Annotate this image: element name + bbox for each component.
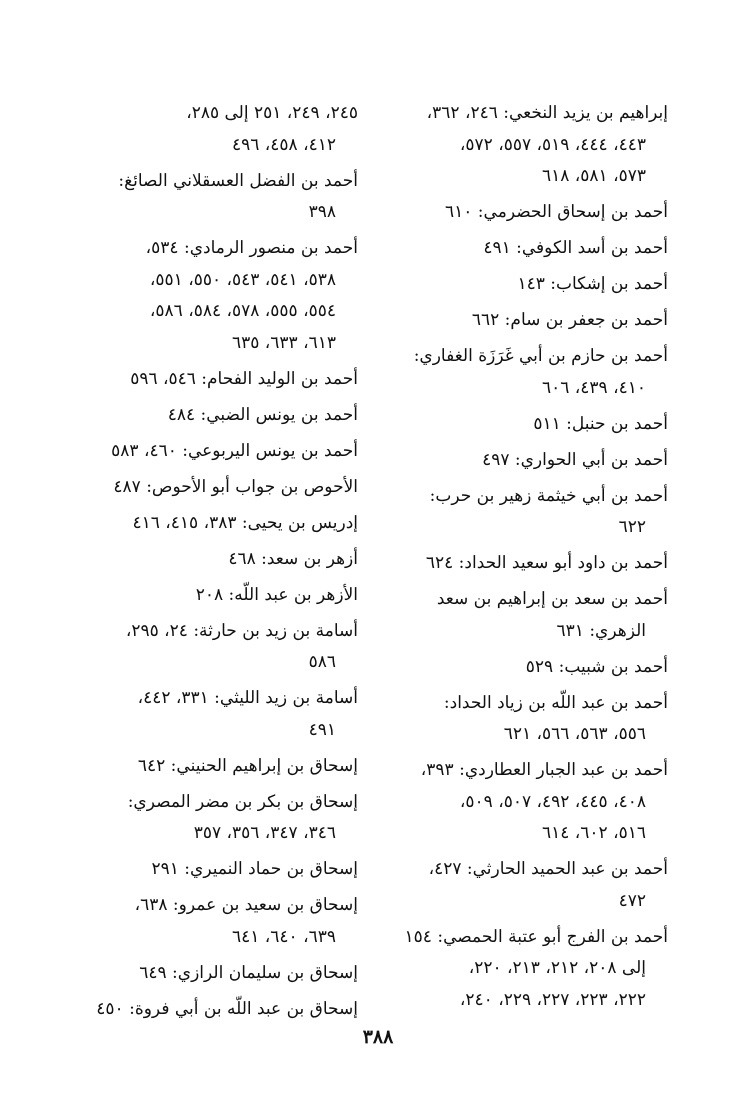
index-entry <box>358 341 668 404</box>
index-entry-continuation-line: ٢٢٢، ٢٢٣، ٢٢٧، ٢٢٩، ٢٤٠، <box>459 989 646 1010</box>
index-entry <box>48 436 358 468</box>
index-entry-heading-line: إسحاق بن بكر بن مضر المصري: <box>127 791 358 812</box>
index-entry <box>358 854 668 917</box>
index-column-left <box>48 98 358 1030</box>
index-entry <box>358 409 668 441</box>
index-entry-heading-line: أحمد بن الوليد الفحام: ٥٤٦، ٥٩٦ <box>130 368 358 389</box>
index-entry-heading-line: أحمد بن يونس اليربوعي: ٤٦٠، ٥٨٣ <box>111 440 358 461</box>
index-entry <box>358 755 668 850</box>
index-entry-heading-line: أحمد بن إشكاب: ١٤٣ <box>517 274 668 294</box>
index-entry-heading-line: أحمد بن أبي خيثمة زهير بن حرب: <box>429 485 668 506</box>
index-entry <box>48 544 358 576</box>
index-entry <box>358 269 668 301</box>
index-entry-heading-line: أحمد بن الفضل العسقلاني الصائغ: <box>118 170 358 191</box>
index-entry-continuation-line: ٦١٣، ٦٣٣، ٦٣٥ <box>232 332 336 353</box>
index-entry-continuation-line: ٥٨٦ <box>308 652 336 672</box>
index-entry <box>48 994 358 1026</box>
index-entry <box>48 508 358 540</box>
index-entry-heading-line: أسامة بن زيد الليثي: ٣٣١، ٤٤٢، <box>137 688 358 708</box>
index-entry-heading-line: أزهر بن سعد: ٤٦٨ <box>228 548 358 569</box>
index-entry-heading-line: أحمد بن عبد اللّه بن زياد الحداد: <box>443 692 668 713</box>
index-entry-heading-line: إدريس بن يحيى: ٣٨٣، ٤١٥، ٤١٦ <box>132 512 358 533</box>
index-entry-heading-line: أحمد بن منصور الرمادي: ٥٣٤، <box>145 238 358 258</box>
index-entry-heading-line: إسحاق بن سليمان الرازي: ٦٤٩ <box>139 962 358 983</box>
index-entry-heading-line: إبراهيم بن يزيد النخعي: ٢٤٦، ٣٦٢، <box>426 103 668 123</box>
index-entry <box>358 445 668 477</box>
index-entry-heading-line: أحمد بن إسحاق الحضرمي: ٦١٠ <box>445 202 668 222</box>
index-entry-continuation-line: ٥٥٦، ٥٦٣، ٥٦٦، ٦٢١ <box>503 724 646 744</box>
index-entry <box>48 400 358 432</box>
index-entry <box>48 98 358 161</box>
index-entry-heading-line: أحمد بن الفرج أبو عتبة الحمصي: ١٥٤ <box>404 926 668 947</box>
index-entry-continuation-line: ٦٣٩، ٦٤٠، ٦٤١ <box>232 926 336 947</box>
index-entry <box>48 472 358 504</box>
index-entry-heading-line: ٢٤٥، ٢٤٩، ٢٥١ إلى ٢٨٥، <box>186 103 358 123</box>
index-entry <box>48 580 358 612</box>
index-entry-heading-line: أحمد بن حنبل: ٥١١ <box>533 413 668 434</box>
index-entry-heading-line: أحمد بن حازم بن أبي غَرَزَة الغفاري: <box>413 346 668 366</box>
index-entry-continuation-line: ٥٧٣، ٥٨١، ٦١٨ <box>542 166 646 186</box>
index-entry-heading-line: أحمد بن يونس الضبي: ٤٨٤ <box>167 404 358 425</box>
index-entry <box>358 922 668 1017</box>
index-entry-heading-line: إسحاق بن سعيد بن عمرو: ٦٣٨، <box>134 895 358 915</box>
index-entry-continuation-line: ٥٣٨، ٥٤١، ٥٤٣، ٥٥٠، ٥٥١، <box>149 269 336 290</box>
index-entry-heading-line: أحمد بن عبد الجبار العطاردي: ٣٩٣، <box>420 760 668 780</box>
index-entry <box>358 233 668 265</box>
index-entry-continuation-line: إلى ٢٠٨، ٢١٢، ٢١٣، ٢٢٠، <box>468 958 646 978</box>
index-entry-heading-line: أحمد بن عبد الحميد الحارثي: ٤٢٧، <box>428 859 668 879</box>
index-entry-heading-line: أحمد بن جعفر بن سام: ٦٦٢ <box>471 310 668 330</box>
index-entry <box>358 688 668 751</box>
index-entry <box>48 958 358 990</box>
index-entry <box>358 98 668 193</box>
index-entry-heading-line: أسامة بن زيد بن حارثة: ٢٤، ٢٩٥، <box>125 620 358 641</box>
index-entry-heading-line: أحمد بن داود أبو سعيد الحداد: ٦٢٤ <box>425 553 668 573</box>
index-entry <box>358 481 668 544</box>
index-entry-continuation-line: ٣٤٦، ٣٤٧، ٣٥٦، ٣٥٧ <box>193 823 336 843</box>
index-entry <box>358 305 668 337</box>
index-entry-continuation-line: ٤٠٨، ٤٤٥، ٤٩٢، ٥٠٧، ٥٠٩، <box>459 791 646 812</box>
page-number: ٣٨٨ <box>362 1026 394 1048</box>
index-entry <box>48 854 358 886</box>
index-entry-continuation-line: ٥١٦، ٦٠٢، ٦١٤ <box>542 823 646 843</box>
index-column-right <box>358 98 668 1021</box>
index-entry <box>358 652 668 684</box>
index-entry-heading-line: إسحاق بن حماد النميري: ٢٩١ <box>151 859 358 879</box>
index-entry <box>48 787 358 850</box>
index-entry-continuation-line: الزهري: ٦٣١ <box>556 620 646 641</box>
index-entry-heading-line: أحمد بن أبي الحواري: ٤٩٧ <box>482 449 668 470</box>
index-entry-continuation-line: ٤٧٢ <box>618 890 646 911</box>
index-entry-continuation-line: ٤١٠، ٤٣٩، ٦٠٦ <box>542 377 646 398</box>
index-entry-heading-line: أحمد بن سعد بن إبراهيم بن سعد <box>436 589 668 609</box>
index-entry-continuation-line: ٤٤٣، ٤٤٤، ٥١٩، ٥٥٧، ٥٧٢، <box>459 134 646 155</box>
index-entry-heading-line: إسحاق بن إبراهيم الحنيني: ٦٤٢ <box>137 755 358 776</box>
index-entry-continuation-line: ٦٢٢ <box>618 517 646 537</box>
index-entry <box>358 584 668 647</box>
index-entry-heading-line: أحمد بن أسد الكوفي: ٤٩١ <box>483 238 668 258</box>
index-entry-continuation-line: ٥٥٤، ٥٥٥، ٥٧٨، ٥٨٤، ٥٨٦، <box>149 301 336 321</box>
index-entry <box>48 233 358 359</box>
index-entry-heading-line: إسحاق بن عبد اللّه بن أبي فروة: ٤٥٠ <box>96 998 358 1019</box>
index-entry-continuation-line: ٣٩٨ <box>308 202 336 222</box>
index-entry <box>48 364 358 396</box>
index-entry <box>48 166 358 229</box>
index-entry <box>48 890 358 953</box>
index-entry-continuation-line: ٤٩١ <box>308 719 336 740</box>
index-entry <box>358 197 668 229</box>
index-entry <box>48 683 358 746</box>
index-entry <box>48 616 358 679</box>
index-entry <box>358 548 668 580</box>
index-entry-heading-line: أحمد بن شبيب: ٥٢٩ <box>525 656 668 677</box>
index-entry-heading-line: الأحوص بن جواب أبو الأحوص: ٤٨٧ <box>113 476 358 497</box>
index-entry-heading-line: الأزهر بن عبد اللّه: ٢٠٨ <box>195 584 358 605</box>
index-entry-continuation-line: ٤١٢، ٤٥٨، ٤٩٦ <box>232 134 336 155</box>
index-entry <box>48 751 358 783</box>
